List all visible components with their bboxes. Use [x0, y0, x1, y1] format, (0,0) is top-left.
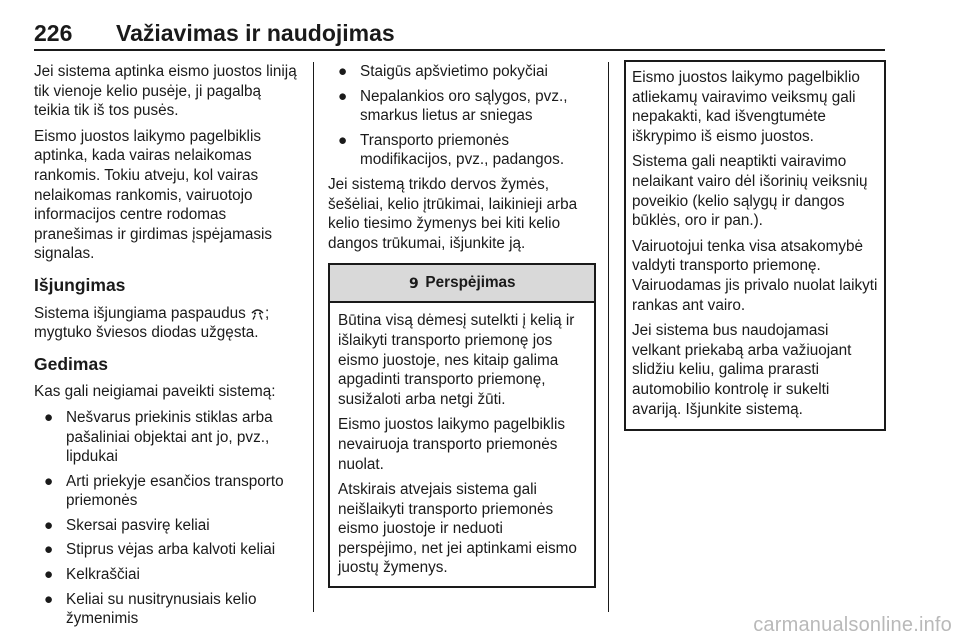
list-item: ● Transporto priemonės modifikacijos, pvz., padangos.	[338, 131, 565, 169]
paragraph: Jei sistema bus naudojamasi velkant priekabą arba važiuojant slidžiu keliu, galima prarasti automobilio kontrolę ir sukelti avariją. Išjunkite sistemą.	[632, 322, 852, 418]
paragraph: Eismo juostos laikymo pagelbiklis aptinka, kada vairas nelaikomas rankomis. Tokiu atveju, kol vairas nelaikomas rankomis, vairuotojo informacijos centre rodomas pranešimas ir girdimas įspėjamasis signalas.	[34, 127, 273, 263]
watermark: carmanualsonline.info	[753, 614, 952, 636]
faults-intro: Kas gali neigiamai paveikti sistemą:	[34, 383, 276, 401]
list-item: ● Keliai su nusitrynusiais kelio žymenimis	[44, 590, 257, 628]
warning-triangle-icon	[408, 268, 422, 304]
section-title-faults: Gedimas	[34, 353, 108, 374]
paragraph: Eismo juostos laikymo pagelbiklis nevairuoja transporto priemonės nuolat.	[338, 416, 565, 473]
column-divider-1	[313, 62, 314, 612]
list-item: ● Stiprus vėjas arba kalvoti keliai	[44, 541, 276, 559]
warning-title: Perspėjimas	[425, 274, 516, 292]
column-divider-2	[608, 62, 609, 612]
paragraph: Atskirais atvejais sistema gali neišlaikyti transporto priemonės eismo juostoje ir neduoti perspėjimo, net jei aptinkami eismo juostų žymenys.	[338, 481, 577, 577]
page-number: 226	[34, 20, 73, 46]
page-header	[34, 20, 885, 50]
list-item: ● Skersai pasvirę keliai	[44, 516, 210, 534]
paragraph: Sistema gali neaptikti vairavimo nelaikant vairo dėl išorinių veiksnių poveikio (kelio sąlygų ir dangos būklės, oro ir pan.).	[632, 153, 868, 230]
deactivation-text	[34, 304, 299, 343]
warning-box	[328, 263, 596, 588]
list-item: ● Arti priekyje esančios transporto priemonės	[44, 472, 284, 510]
deactivation-text-after: ; mygtuko šviesos diodas užgęsta.	[34, 304, 270, 342]
column-3	[624, 60, 886, 431]
list-item: ● Nepalankios oro sąlygos, pvz., smarkus lietus ar sniegas	[338, 87, 568, 125]
section-title-deactivation: Išjungimas	[34, 274, 126, 295]
header-rule	[34, 49, 885, 51]
list-item: ● Staigūs apšvietimo pokyčiai	[338, 63, 548, 80]
warning-box-continued	[624, 60, 886, 431]
list-item: ● Kelkraščiai	[44, 566, 140, 584]
svg-text:9: 9	[409, 276, 420, 291]
paragraph: Eismo juostos laikymo pagelbiklio atliekamų vairavimo veiksmų gali nepakakti, kad išvengtumėte iškrypimo iš eismo juostos.	[632, 69, 860, 145]
deactivation-text-before: Sistema išjungiama paspaudus	[34, 304, 246, 322]
paragraph: Jei sistema aptinka eismo juostos liniją tik vienoje kelio pusėje, ji pagalbą teikia tik iš tos pusės.	[34, 63, 297, 120]
list-item: ● Nešvarus priekinis stiklas arba pašaliniai objektai ant jo, pvz., lipdukai	[44, 408, 273, 466]
fault-list	[34, 408, 299, 629]
paragraph: Jei sistemą trikdo dervos žymės, šešėliai, kelio įtrūkimai, laikinieji arba kelio tiesimo žymenys bei kiti kelio dangos trūkumai, išjunkite ją.	[328, 175, 578, 252]
column-1	[34, 62, 299, 634]
paragraph: Vairuotojui tenka visa atsakomybė valdyti transporto priemonę. Vairuodamas jis privalo nuolat laikyti rankas ant vairo.	[632, 237, 878, 314]
lane-keep-assist-icon	[250, 307, 265, 320]
column-2	[328, 62, 596, 588]
fault-list-continued	[328, 62, 596, 170]
chapter-title: Važiavimas ir naudojimas	[116, 20, 395, 46]
paragraph: Būtina visą dėmesį sutelkti į kelią ir išlaikyti transporto priemonę jos eismo juostoje, nes kitaip galima apgadinti transporto priemonę, susižaloti arba netgi žūti.	[338, 312, 575, 408]
warning-body	[330, 303, 594, 586]
warning-header	[330, 263, 594, 303]
